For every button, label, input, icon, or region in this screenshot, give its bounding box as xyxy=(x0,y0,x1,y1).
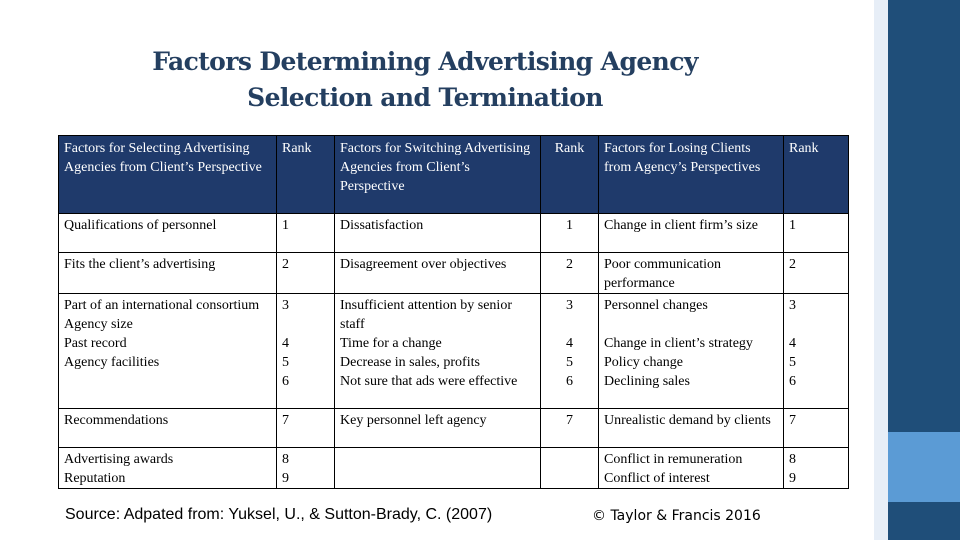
header-switching-factors: Factors for Switching Advertising Agencies from Client’s Perspective xyxy=(335,136,541,214)
table-cell: 2 xyxy=(541,253,599,294)
table-cell: 8 9 xyxy=(784,448,849,489)
table-header-row xyxy=(59,136,849,214)
copyright-notice: © Taylor & Francis 2016 xyxy=(592,508,761,524)
slide-title xyxy=(110,44,740,116)
title-line-1: Factors Determining Advertising Agency xyxy=(152,47,698,76)
table-cell: 3 4 5 6 xyxy=(277,294,335,409)
table-cell: Dissatisfaction xyxy=(335,214,541,253)
table-cell: 7 xyxy=(277,409,335,448)
table-cell: 1 xyxy=(277,214,335,253)
table-cell: Disagreement over objectives xyxy=(335,253,541,294)
table-cell: 8 9 xyxy=(277,448,335,489)
table-cell: Insufficient attention by senior staff Time for a change Decrease in sales, profits Not sure that ads were effective xyxy=(335,294,541,409)
table-cell: 3 4 5 6 xyxy=(541,294,599,409)
table-cell: 2 xyxy=(277,253,335,294)
side-strip xyxy=(874,0,888,540)
table-cell: Conflict in remuneration Conflict of interest xyxy=(599,448,784,489)
table-cell xyxy=(541,448,599,489)
table-cell: Key personnel left agency xyxy=(335,409,541,448)
table-row xyxy=(59,294,849,409)
table-cell: Part of an international consortium Agency size Past record Agency facilities xyxy=(59,294,277,409)
table-cell: 1 xyxy=(784,214,849,253)
side-bar-accent xyxy=(888,432,960,502)
table-cell: 7 xyxy=(784,409,849,448)
factors-table xyxy=(58,135,849,489)
table-cell: 1 xyxy=(541,214,599,253)
source-citation: Source: Adpated from: Yuksel, U., & Sutton-Brady, C. (2007) xyxy=(65,506,493,523)
table-cell: 7 xyxy=(541,409,599,448)
table-cell: Personnel changes Change in client’s strategy Policy change Declining sales xyxy=(599,294,784,409)
table-cell: Recommendations xyxy=(59,409,277,448)
table-cell: 2 xyxy=(784,253,849,294)
table-cell xyxy=(335,448,541,489)
table-row xyxy=(59,448,849,489)
table-cell: Qualifications of personnel xyxy=(59,214,277,253)
table-cell: Unrealistic demand by clients xyxy=(599,409,784,448)
header-rank: Rank xyxy=(277,136,335,214)
header-selecting-factors: Factors for Selecting Advertising Agencies from Client’s Perspective xyxy=(59,136,277,214)
table-row xyxy=(59,409,849,448)
table-cell: Poor communication performance xyxy=(599,253,784,294)
table-cell: Change in client firm’s size xyxy=(599,214,784,253)
table-row xyxy=(59,253,849,294)
title-line-2: Selection and Termination xyxy=(247,83,603,112)
table-cell: 3 4 5 6 xyxy=(784,294,849,409)
table-cell: Fits the client’s advertising xyxy=(59,253,277,294)
table-row xyxy=(59,214,849,253)
header-rank: Rank xyxy=(541,136,599,214)
header-rank: Rank xyxy=(784,136,849,214)
table-cell: Advertising awards Reputation xyxy=(59,448,277,489)
header-losing-factors: Factors for Losing Clients from Agency’s Perspectives xyxy=(599,136,784,214)
